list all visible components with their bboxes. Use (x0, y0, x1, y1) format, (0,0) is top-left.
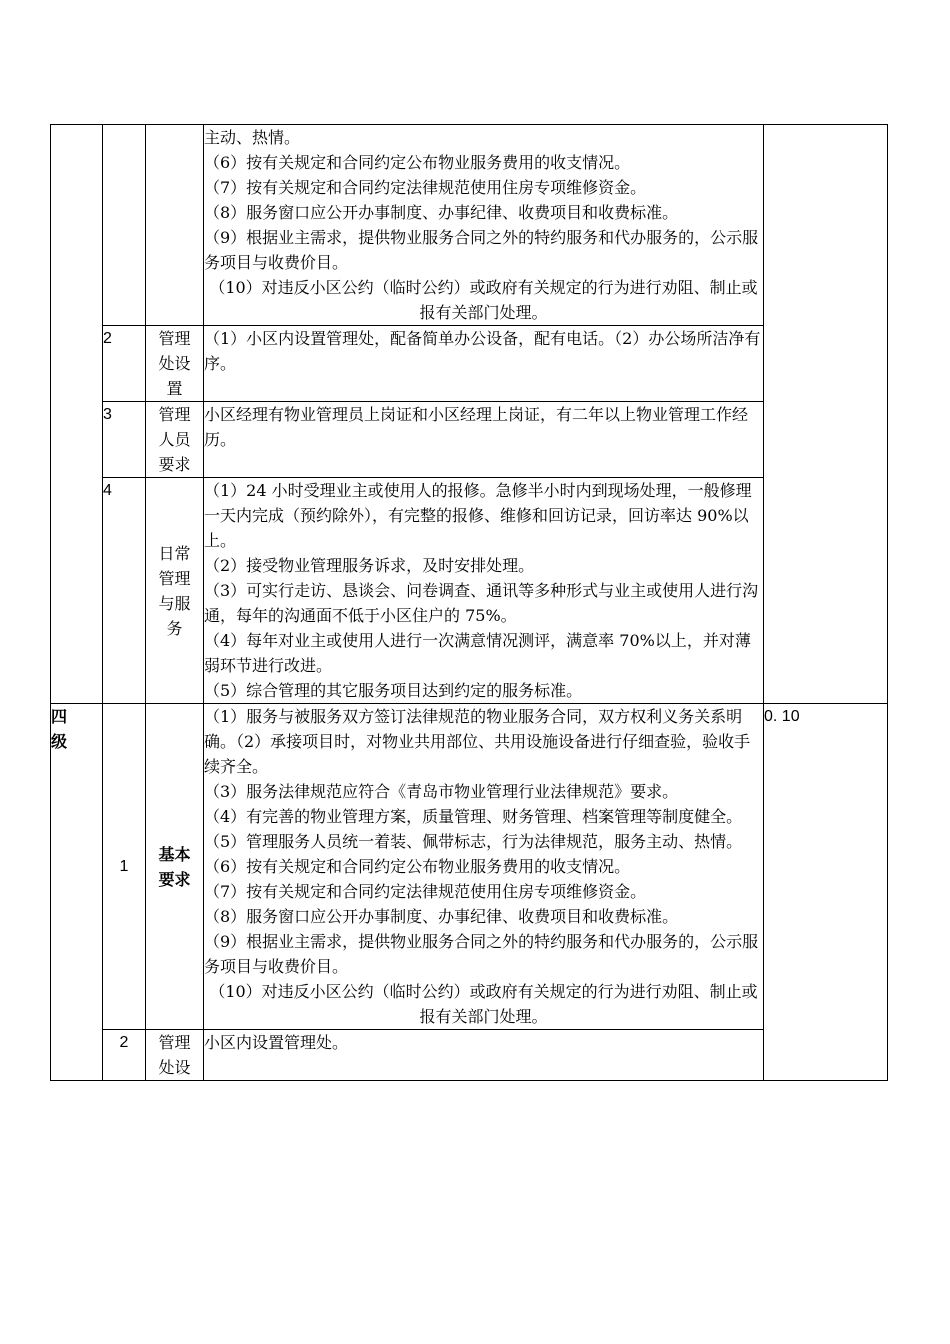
item-number: 4 (103, 478, 146, 704)
item-number: 2 (103, 1030, 146, 1081)
content-line: （4）每年对业主或使用人进行一次满意情况测评，满意率 70%以上，并对薄弱环节进行改进。 (204, 631, 751, 675)
item-name: 管理处设置 (146, 326, 204, 402)
content-line: （8）服务窗口应公开办事制度、办事纪律、收费项目和收费标准。 (204, 203, 679, 222)
table-row (51, 1030, 888, 1081)
content-line: （9）根据业主需求，提供物业服务合同之外的特约服务和代办服务的，公示服务项目与收费价目。 (204, 932, 759, 976)
content-line: （1）24 小时受理业主或使用人的报修。急修半小时内到现场处理，一般修理一天内完成（预约除外），有完整的报修、维修和回访记录，回访率达 90%以上。 (204, 481, 752, 550)
table-row (51, 326, 888, 402)
table-row (51, 478, 888, 704)
content-line: （10）对违反小区公约（临时公约）或政府有关规定的行为进行劝阻、制止或报有关部门处理。 (209, 982, 758, 1026)
content-line: （6）按有关规定和合同约定公布物业服务费用的收支情况。 (204, 153, 631, 172)
content-line: （1）小区内设置管理处，配备简单办公设备，配有电话。（2）办公场所洁净有序。 (204, 329, 761, 373)
table-row (51, 704, 888, 1030)
level-label: 四级 (51, 704, 103, 1081)
content-line: （5）综合管理的其它服务项目达到约定的服务标准。 (204, 681, 583, 700)
content-cell (204, 326, 764, 402)
score-value: 0. 10 (764, 704, 888, 1081)
name-cell-empty (146, 125, 204, 326)
content-line: （9）根据业主需求，提供物业服务合同之外的特约服务和代办服务的，公示服务项目与收费价目。 (204, 228, 759, 272)
item-name: 日常管理与服务 (146, 478, 204, 704)
content-line: 小区经理有物业管理员上岗证和小区经理上岗证，有二年以上物业管理工作经历。 (204, 405, 749, 449)
content-line: （6）按有关规定和合同约定公布物业服务费用的收支情况。 (204, 857, 631, 876)
item-name: 管理人员要求 (146, 402, 204, 478)
item-name: 基本要求 (146, 704, 204, 1030)
table-row (51, 402, 888, 478)
content-cell (204, 125, 764, 326)
score-cell-empty (764, 125, 888, 704)
content-line: （7）按有关规定和合同约定法律规范使用住房专项维修资金。 (204, 178, 647, 197)
num-cell-empty (103, 125, 146, 326)
item-number: 3 (103, 402, 146, 478)
content-line: （4）有完善的物业管理方案，质量管理、财务管理、档案管理等制度健全。 (204, 807, 743, 826)
item-number: 2 (103, 326, 146, 402)
item-number: 1 (103, 704, 146, 1030)
level-cell-empty (51, 125, 103, 704)
content-line: 小区内设置管理处。 (204, 1033, 349, 1052)
content-line: （7）按有关规定和合同约定法律规范使用住房专项维修资金。 (204, 882, 647, 901)
content-line: （5）管理服务人员统一着装、佩带标志，行为法律规范，服务主动、热情。 (204, 832, 743, 851)
content-line: （2）接受物业管理服务诉求，及时安排处理。 (204, 556, 535, 575)
content-line: （8）服务窗口应公开办事制度、办事纪律、收费项目和收费标准。 (204, 907, 679, 926)
content-cell (204, 704, 764, 1030)
standards-table (50, 124, 888, 1081)
content-line: （3）服务法律规范应符合《青岛市物业管理行业法律规范》要求。 (204, 782, 679, 801)
item-name: 管理处设 (146, 1030, 204, 1081)
content-line: （10）对违反小区公约（临时公约）或政府有关规定的行为进行劝阻、制止或报有关部门处理。 (209, 278, 758, 322)
content-cell (204, 402, 764, 478)
content-line: 主动、热情。 (204, 128, 301, 147)
content-line: （3）可实行走访、恳谈会、问卷调查、通讯等多种形式与业主或使用人进行沟通，每年的沟通面不低于小区住户的 75%。 (204, 581, 759, 625)
content-line: （1）服务与被服务双方签订法律规范的物业服务合同，双方权利义务关系明确。（2）承接项目时，对物业共用部位、共用设施设备进行仔细查验，验收手续齐全。 (204, 707, 751, 776)
content-cell (204, 1030, 764, 1081)
content-cell (204, 478, 764, 704)
table-row (51, 125, 888, 326)
